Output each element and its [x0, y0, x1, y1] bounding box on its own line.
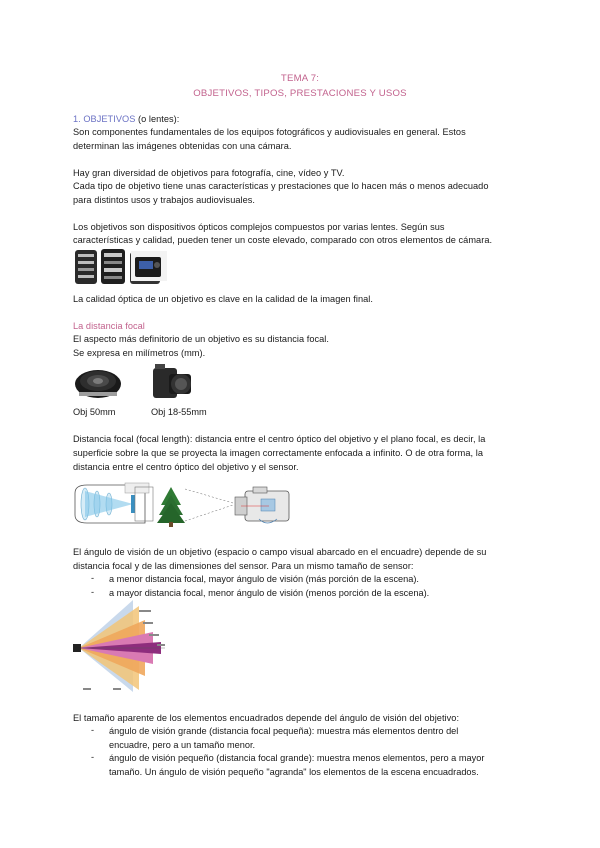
paragraph-line: características y calidad, pueden tener un coste elevado, comparado con otros elementos de cámara.	[73, 235, 493, 245]
paragraph-line: Cada tipo de objetivo tiene unas características y prestaciones que lo hacen más o menos adecuado	[73, 181, 489, 191]
paragraph-line: Son componentes fundamentales de los equipos fotográficos y audiovisuales en general. Estos	[73, 127, 466, 137]
bullet-dash: -	[91, 573, 95, 583]
paragraph-line: El tamaño aparente de los elementos encuadrados depende del ángulo de visión del objetivo:	[73, 713, 460, 723]
lens-barrel-1	[75, 250, 97, 284]
bullet-item: a mayor distancia focal, menor ángulo de visión (menos porción de la escena).	[109, 588, 430, 598]
paragraph-line: para distintos usos y trabajos audiovisuales.	[73, 195, 256, 205]
lens-photo-image	[131, 251, 167, 281]
paragraph-line: superficie sobre la que se proyecta la imagen correctamente enfocada a infinito. O de otra forma, la	[73, 448, 483, 458]
paragraph-line: Hay gran diversidad de objetivos para fotografía, cine, vídeo y TV.	[73, 168, 345, 178]
bullet-item-continued: tamaño. Un ángulo de visión pequeño "agranda" los elementos de la escena encuadrados.	[109, 767, 479, 777]
paragraph-line: El aspecto más definitorio de un objetivo es su distancia focal.	[73, 334, 329, 344]
lens-50mm-image	[73, 360, 123, 402]
bullet-item: ángulo de visión pequeño (distancia focal grande): muestra menos elementos, pero a mayor	[109, 753, 485, 763]
bullet-item-continued: encuadre, pero a un tamaño menor.	[109, 740, 256, 750]
bullet-dash: -	[91, 725, 95, 735]
focal-length-diagram	[73, 479, 293, 529]
angle-of-view-diagram	[73, 600, 169, 692]
bullet-item: a menor distancia focal, mayor ángulo de visión (más porción de la escena).	[109, 574, 419, 584]
subsection-heading: La distancia focal	[73, 321, 145, 331]
paragraph-line: determinan las imágenes obtenidas con una cámara.	[73, 141, 292, 151]
lens-barrel-2	[101, 249, 125, 284]
image-caption: Obj 50mm	[73, 407, 116, 417]
paragraph-line: distancia focal y de las dimensiones del sensor. Para un mismo tamaño de sensor:	[73, 561, 414, 571]
paragraph-line: El ángulo de visión de un objetivo (espacio o campo visual abarcado en el encuadre) depende de su	[73, 547, 487, 557]
paragraph-line: Distancia focal (focal length): distancia entre el centro óptico del objetivo y el plano focal, es decir, la	[73, 434, 486, 444]
lens-18-55mm-image	[151, 358, 195, 402]
paragraph-line: Los objetivos son dispositivos ópticos complejos compuestos por varias lentes. Según sus	[73, 222, 445, 232]
topic-title: OBJETIVOS, TIPOS, PRESTACIONES Y USOS	[193, 88, 407, 99]
section-heading-number: 1. OBJETIVOS	[73, 114, 136, 124]
section-heading-rest: (o lentes):	[135, 114, 180, 124]
topic-number: TEMA 7:	[280, 73, 320, 84]
paragraph-line: distancia entre el centro óptico del objetivo y el sensor.	[73, 462, 299, 472]
bullet-dash: -	[91, 752, 95, 762]
bullet-item: ángulo de visión grande (distancia focal pequeña): muestra más elementos dentro del	[109, 726, 459, 736]
paragraph-line: La calidad óptica de un objetivo es clave en la calidad de la imagen final.	[73, 294, 373, 304]
bullet-dash: -	[91, 587, 95, 597]
paragraph-line: Se expresa en milímetros (mm).	[73, 348, 206, 358]
image-caption: Obj 18-55mm	[151, 407, 207, 417]
